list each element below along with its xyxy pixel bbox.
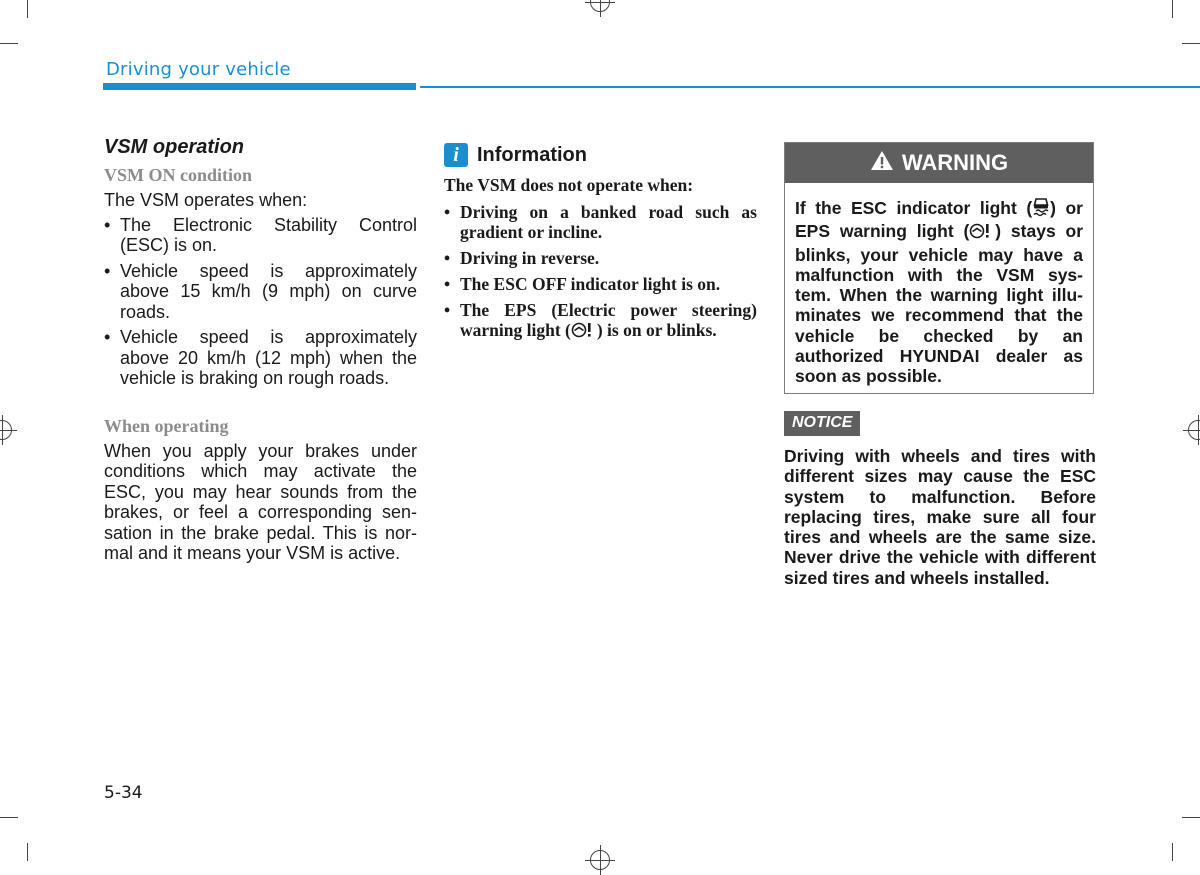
registration-mark	[590, 850, 610, 870]
warning-header	[785, 143, 1093, 183]
list-item: • Driving in reverse.	[444, 248, 757, 268]
list-item: • The Electronic Stability Control (ESC) is on.	[104, 215, 417, 256]
eps-warning-icon	[571, 321, 597, 343]
crop-mark	[1182, 817, 1200, 818]
vsm-on-intro: The VSM operates when:	[104, 190, 308, 210]
information-lead: The VSM does not operate when:	[444, 175, 694, 195]
warning-text-part: ) or EPS warning light (	[795, 198, 1083, 242]
notice-text: Driving with wheels and tires with different sizes may cause the ESC system to malfunction. Before replacing tires, make sure all four tires and wheels are the same size. Never drive the vehicle with different sized tires and wheels installed.	[784, 446, 1096, 588]
crop-mark	[1172, 0, 1173, 18]
warning-text-part: If the ESC indicator light (	[795, 198, 1033, 218]
warning-box	[784, 142, 1094, 394]
information-title: Information	[477, 143, 587, 166]
running-header-title: Driving your vehicle	[106, 59, 291, 80]
crop-mark	[1172, 843, 1173, 861]
header-rule	[420, 86, 1200, 88]
section-title: VSM operation	[104, 136, 245, 158]
vsm-on-conditions-list	[104, 215, 417, 389]
information-list	[444, 202, 757, 343]
vsm-on-condition-heading: VSM ON condition	[104, 165, 253, 185]
warning-title: WARNING	[901, 150, 1009, 175]
crop-mark	[27, 843, 28, 861]
registration-mark	[0, 420, 12, 440]
warning-text-part: ) stays or blinks, your vehicle may have a malfunction with the VSM sys-tem. When the warning light illu-minates we recommend that the vehicle be checked by an authorized HYUNDAI dealer as soon as possible.	[795, 221, 1084, 387]
info-icon: i	[444, 143, 468, 167]
when-operating-text: When you apply your brakes under conditions which may activate the ESC, you may hear sounds from the brakes, or feel a corresponding sen-sation in the brake pedal. This is nor-mal and it means your VSM is active.	[104, 440, 417, 563]
crop-mark	[27, 0, 28, 18]
list-item: • Driving on a banked road such as gradient or incline.	[444, 202, 757, 242]
crop-mark	[0, 817, 18, 818]
warning-notice-column	[784, 142, 1096, 588]
information-box	[444, 143, 757, 349]
information-header	[444, 143, 757, 167]
crop-mark	[1182, 43, 1200, 44]
registration-mark	[590, 0, 610, 12]
eps-bullet-text-after: ) is on or blinks.	[596, 320, 717, 340]
list-item: • The ESC OFF indicator light is on.	[444, 274, 757, 294]
when-operating-heading: When operating	[104, 415, 229, 436]
list-item-eps	[444, 300, 757, 343]
registration-mark	[1188, 420, 1200, 440]
list-item: • Vehicle speed is approximately above 15 km/h (9 mph) on curve roads.	[104, 261, 417, 323]
esc-indicator-icon	[1032, 197, 1050, 221]
vsm-operation-column	[104, 136, 417, 564]
notice-label: NOTICE	[784, 411, 860, 436]
warning-triangle-icon	[870, 150, 894, 177]
header-accent-bar	[103, 83, 416, 90]
page-number: 5-34	[104, 783, 143, 803]
list-item: • Vehicle speed is approximately above 20 km/h (12 mph) when the vehicle is braking on rough roads.	[104, 327, 417, 389]
warning-text	[785, 183, 1093, 387]
crop-mark	[0, 43, 18, 44]
eps-bullet-text-before: The EPS (Electric power steering) warning light (	[460, 300, 757, 340]
eps-warning-icon	[969, 222, 995, 244]
